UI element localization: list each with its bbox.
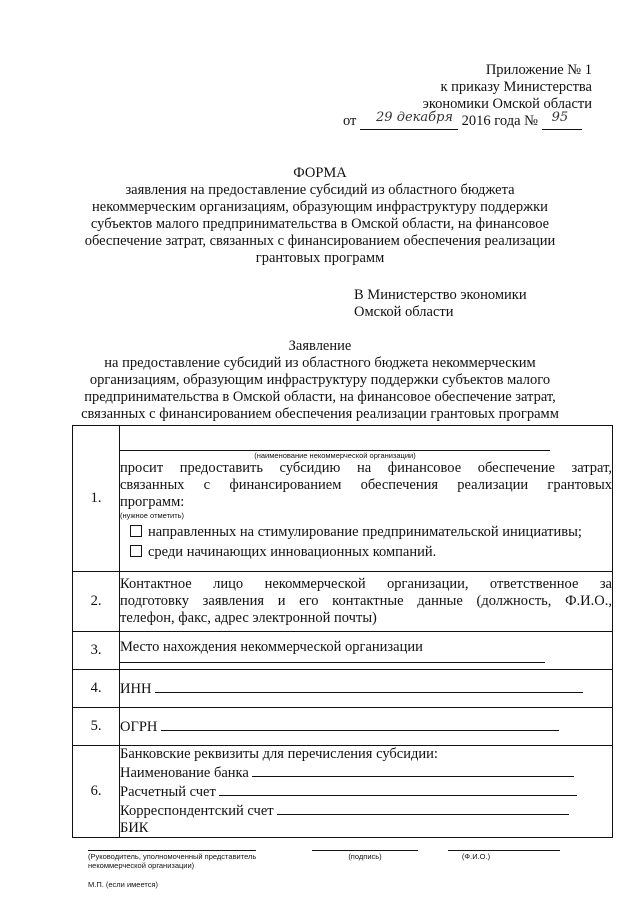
form-title-line-3: субъектов малого предпринимательства в Омской области, на финансовое [90, 216, 550, 232]
header-line-3: экономики Омской области [422, 96, 592, 112]
signature-caption: (подпись) [348, 852, 382, 861]
row-3-label: Место нахождения некоммерческой организации [120, 638, 423, 655]
statement-line-1: на предоставление субсидий из областного бюджета некоммерческим [104, 355, 536, 371]
row-2-line-2: подготовку заявления и его контактные данные (должность, Ф.И.О., [120, 593, 612, 609]
form-title: ФОРМА [293, 165, 347, 181]
bank-details-title: Банковские реквизиты для перечисления субсидии: [120, 746, 438, 762]
stamp-note: М.П. (если имеется) [88, 880, 159, 889]
table-row-5 [73, 708, 613, 746]
addressee-line-2: Омской области [354, 304, 454, 320]
corr-account-label: Корреспондентский счет [120, 803, 274, 819]
fio-line[interactable] [448, 850, 560, 851]
row-4-content [120, 670, 613, 708]
option-1[interactable] [120, 524, 612, 541]
org-name-caption: (наименование некоммерческой организации) [254, 451, 416, 460]
row-2-line-1: Контактное лицо некоммерческой организации, ответственное за [120, 576, 612, 592]
header-line-2: к приказу Министерства [440, 79, 592, 95]
option-1-label: направленных на стимулирование предпринимательской инициативы; [148, 524, 582, 540]
form-title-line-1: заявления на предоставление субсидий из областного бюджета [125, 182, 515, 198]
form-title-block [0, 165, 640, 267]
addressee [354, 287, 527, 321]
bank-name-label: Наименование банка [120, 765, 249, 781]
row-3-number: 3. [73, 632, 120, 670]
row-2-number: 2. [73, 572, 120, 632]
bank-name-field[interactable] [252, 763, 574, 777]
corr-account-field[interactable] [277, 801, 569, 815]
application-table [72, 425, 613, 838]
head-caption [88, 852, 256, 870]
signature-line[interactable] [312, 850, 418, 851]
row-1-text-line-3: программ: [120, 494, 185, 510]
row-5-content [120, 708, 613, 746]
fio-caption: (Ф.И.О.) [461, 852, 491, 861]
row-1-note: (нужное отметить) [120, 511, 185, 520]
head-signature-line[interactable] [88, 850, 256, 851]
row-5-number: 5. [73, 708, 120, 746]
inn-field[interactable] [155, 679, 583, 693]
header-line-1: Приложение № 1 [485, 62, 592, 78]
account-field[interactable] [219, 782, 577, 796]
option-2-checkbox[interactable] [130, 545, 142, 557]
head-caption-line-1: (Руководитель, уполномоченный представитель [88, 852, 257, 861]
ogrn-label: ОГРН [120, 719, 158, 735]
statement-line-2: организациям, образующим инфраструктуру поддержки субъектов малого [89, 372, 551, 388]
table-row-6 [73, 746, 613, 838]
row-1-content [120, 426, 613, 572]
form-title-line-2: некоммерческим организациям, образующим инфраструктуру поддержки [92, 199, 548, 215]
table-row-1 [73, 426, 613, 572]
date-suffix: 2016 года № [461, 113, 538, 129]
head-caption-line-2: некоммерческой организации) [88, 861, 195, 870]
option-1-checkbox[interactable] [130, 525, 142, 537]
statement-line-4: связанных с финансированием обеспечения реализации грантовых программ [81, 406, 559, 422]
row-1-number: 1. [73, 426, 120, 572]
number-handwritten: 95 [551, 110, 569, 125]
inn-label: ИНН [120, 681, 152, 697]
location-field[interactable] [120, 656, 545, 663]
bik-label: БИК [120, 820, 149, 836]
form-title-line-4: обеспечение затрат, связанных с финансированием обеспечения реализации [84, 233, 556, 249]
account-label: Расчетный счет [120, 784, 216, 800]
date-prefix: от [343, 113, 357, 129]
statement-block [0, 338, 640, 423]
header-date-line [343, 110, 582, 130]
date-handwritten: 29 декабря [376, 110, 454, 125]
date-field [360, 110, 458, 130]
row-1-text-line-2: связанных с финансированием обеспечения реализации грантовых [120, 477, 612, 493]
statement-line-3: предпринимательства в Омской области, на финансовое обеспечение затрат, [84, 389, 556, 405]
row-6-number: 6. [73, 746, 120, 838]
table-row-3 [73, 632, 613, 670]
row-1-text-line-1: просит предоставить субсидию на финансовое обеспечение затрат, [120, 460, 612, 476]
ogrn-field[interactable] [161, 717, 559, 731]
addressee-line-1: В Министерство экономики [354, 287, 527, 303]
row-2-line-3: телефон, факс, адрес электронной почты) [120, 610, 377, 626]
table-row-4 [73, 670, 613, 708]
row-6-content [120, 746, 613, 838]
row-3-content [120, 632, 613, 670]
form-title-line-5: грантовых программ [255, 250, 385, 266]
statement-title: Заявление [288, 338, 352, 354]
option-2[interactable] [120, 544, 612, 561]
row-2-content [120, 572, 613, 632]
number-field [542, 110, 582, 130]
option-2-label: среди начинающих инновационных компаний. [148, 544, 437, 560]
org-name-field[interactable] [120, 440, 550, 451]
table-row-2 [73, 572, 613, 632]
row-4-number: 4. [73, 670, 120, 708]
